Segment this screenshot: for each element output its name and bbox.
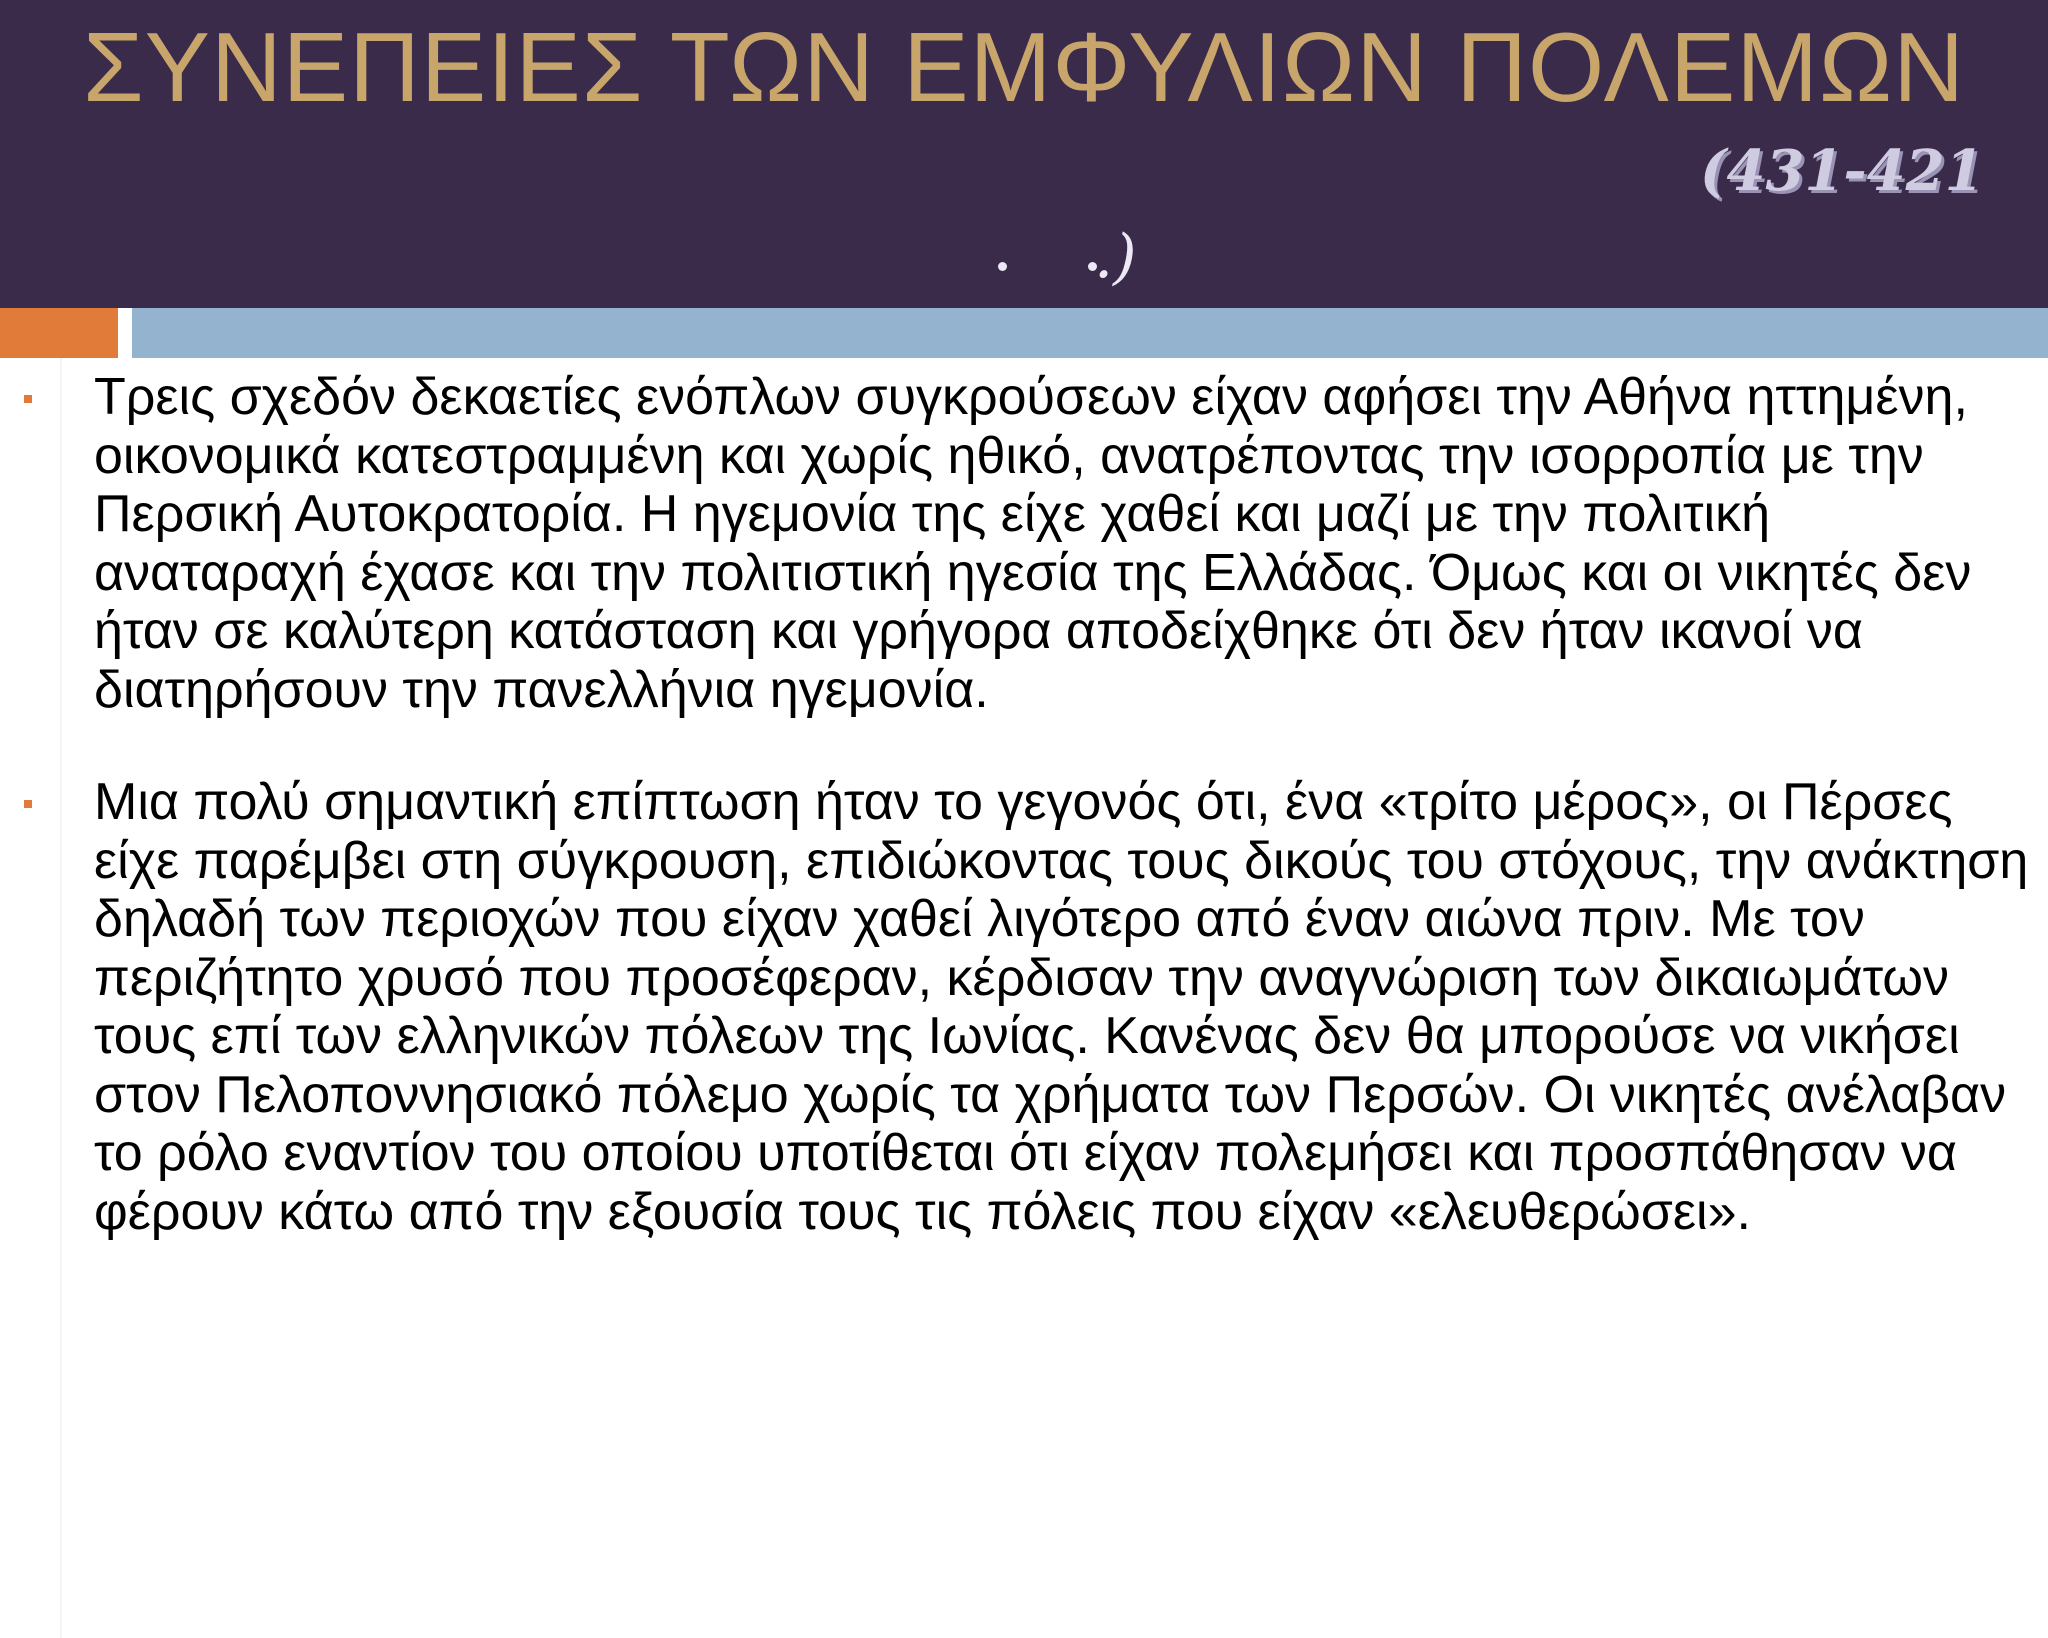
bullet-text: Μια πολύ σημαντική επίπτωση ήταν το γεγονός ότι, ένα «τρίτο μέρος», οι Πέρσες είχε παρέμβει στη σύγκρουση, επιδιώκοντας τους δικούς του στόχους, την ανάκτηση δηλαδή των περιοχών που είχαν χαθεί λιγότερο από έναν αιώνα πριν. Με τον περιζήτητο χρυσό που προσέφεραν, κέρδισαν την αναγνώριση των δικαιωμάτων τους επί των ελληνικών πόλεων της Ιωνίας. Κανένας δεν θα μπορούσε να νικήσει στον Πελοποννησιακό πόλεμο χωρίς τα χρήματα των Περσών. Οι νικητές ανέλαβαν το ρόλο εναντίον του οποίου υποτίθεται ότι είχαν πολεμήσει και προσπάθησαν να φέρουν κάτω από την εξουσία τους τις πόλεις που είχαν «ελευθερώσει». [94, 773, 2029, 1241]
slide-body [0, 368, 2048, 1241]
square-bullet-icon [24, 800, 32, 808]
decorative-dot [998, 262, 1007, 271]
bullet-item [0, 773, 2048, 1241]
bullet-item [0, 368, 2048, 719]
accent-band-blue [132, 308, 2048, 358]
title-closing: .) [1094, 222, 1137, 292]
slide-header [0, 0, 2048, 308]
bullet-text: Τρεις σχεδόν δεκαετίες ενόπλων συγκρούσεων είχαν αφήσει την Αθήνα ηττημένη, οικονομικά κατεστραμμένη και χωρίς ηθικό, ανατρέποντας την ισορροπία με την Περσική Αυτοκρατορία. Η ηγεμονία της είχε χαθεί και μαζί με την πολιτική αναταραχή έχασε και την πολιτιστική ηγεσία της Ελλάδας. Όμως και οι νικητές δεν ήταν σε καλύτερη κατάσταση και γρήγορα αποδείχθηκε ότι δεν ήταν ικανοί να διατηρήσουν την πανελλήνια ηγεμονία. [94, 368, 1972, 719]
slide-title: ΣΥΝΕΠΕΙΕΣ ΤΩΝ ΕΜΦΥΛΙΩΝ ΠΟΛΕΜΩΝ [83, 12, 1965, 122]
title-years: (431-421 [1700, 138, 1984, 204]
square-bullet-icon [24, 395, 32, 403]
accent-band-orange [0, 308, 118, 358]
accent-band-gap [118, 308, 132, 358]
